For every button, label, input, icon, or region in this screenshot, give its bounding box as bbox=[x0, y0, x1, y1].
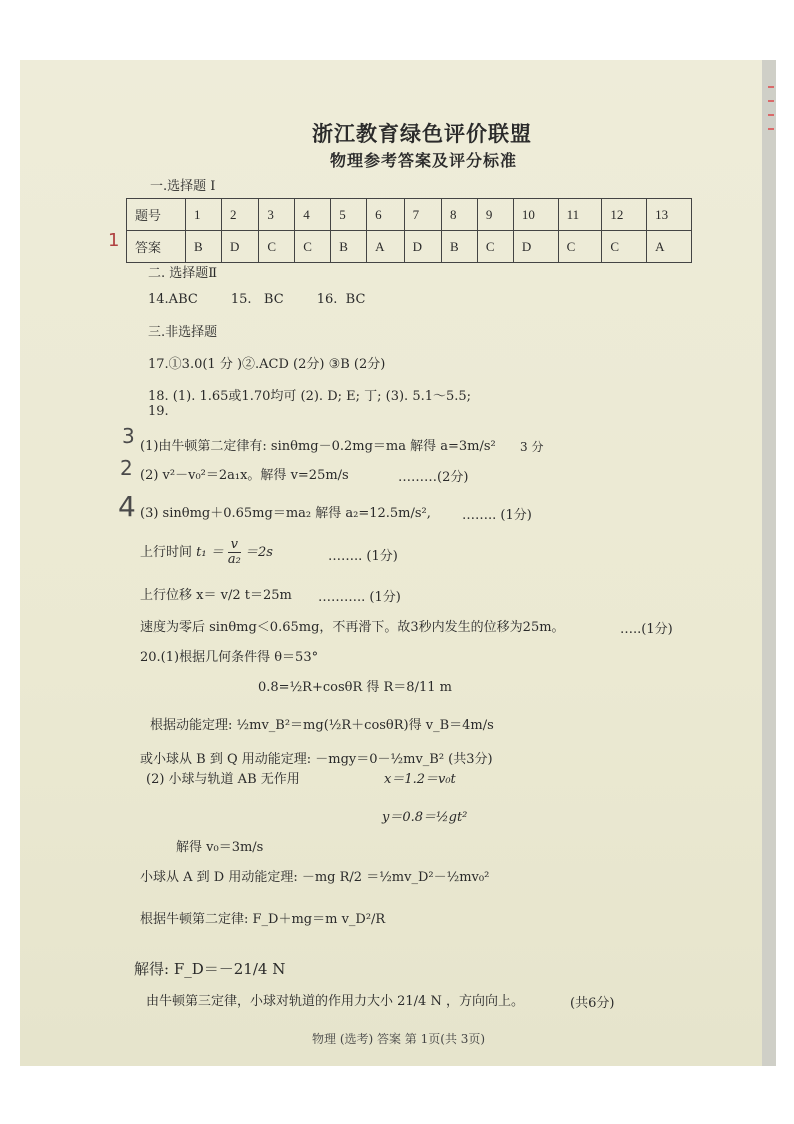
table-cell: B bbox=[186, 231, 222, 263]
table-row-answers bbox=[127, 231, 692, 263]
q20-newton: 根据牛顿第二定律: F_D＋mg＝m v_D²/R bbox=[140, 912, 386, 927]
page-edge-strip bbox=[762, 60, 776, 1066]
fraction-numerator: v bbox=[228, 538, 241, 553]
page-footer: 物理 (选考) 答案 第 1页(共 3页) bbox=[312, 1032, 486, 1046]
q19-conclusion-score: …..(1分) bbox=[620, 622, 673, 637]
margin-mark: 2 bbox=[120, 456, 133, 480]
margin-mark: 4 bbox=[118, 490, 136, 523]
q20-y-eq: y＝0.8＝½gt² bbox=[382, 810, 468, 825]
q18-answer: 18. (1). 1.65或1.70均可 (2). D; E; 丁; (3). 5.1～5.5; bbox=[148, 389, 472, 404]
row-label: 题号 bbox=[127, 199, 186, 231]
row-label: 答案 bbox=[127, 231, 186, 263]
q19-time-lhs: t₁ ＝ bbox=[196, 545, 224, 560]
table-cell: D bbox=[221, 231, 258, 263]
q19-part2: (2) v²－v₀²＝2a₁x。解得 v=25m/s bbox=[140, 468, 349, 483]
q19-part3-score: …….. (1分) bbox=[462, 508, 532, 523]
q20-v0: 解得 v₀＝3m/s bbox=[176, 840, 264, 855]
q19-time bbox=[140, 538, 273, 567]
table-cell: 3 bbox=[259, 199, 295, 231]
q19-label: 19. bbox=[148, 404, 169, 419]
page-subtitle: 物理参考答案及评分标准 bbox=[330, 151, 518, 170]
q20-final: 由牛顿第三定律，小球对轨道的作用力大小 21/4 N ，方向向上。 bbox=[146, 994, 524, 1009]
q19-part1-score: 3 分 bbox=[520, 440, 544, 454]
fraction-denominator: a₂ bbox=[227, 552, 241, 567]
table-cell: 9 bbox=[477, 199, 513, 231]
margin-mark: 3 bbox=[122, 424, 135, 448]
table-cell: B bbox=[441, 231, 477, 263]
q19-conclusion: 速度为零后 sinθmg＜0.65mg，不再滑下。故3秒内发生的位移为25m。 bbox=[140, 620, 565, 635]
q20-x-eq: x＝1.2＝v₀t bbox=[384, 772, 456, 787]
page-title: 浙江教育绿色评价联盟 bbox=[312, 121, 532, 146]
q19-part3: (3) sinθmg＋0.65mg＝ma₂ 解得 a₂=12.5m/s², bbox=[140, 506, 431, 521]
edge-mark bbox=[768, 114, 774, 116]
table-cell: 5 bbox=[331, 199, 367, 231]
q19-time-label: 上行时间 bbox=[140, 545, 193, 560]
edge-mark bbox=[768, 128, 774, 130]
table-cell: C bbox=[477, 231, 513, 263]
q20-final-score: (共6分) bbox=[570, 996, 615, 1011]
table-cell: B bbox=[331, 231, 367, 263]
q19-part2-score: ………(2分) bbox=[398, 470, 469, 485]
q19-part1: (1)由牛顿第二定律有: sinθmg－0.2mg＝ma 解得 a=3m/s² bbox=[140, 439, 496, 454]
edge-mark bbox=[768, 86, 774, 88]
q19-displacement: 上行位移 x＝ v/2 t＝25m bbox=[140, 588, 292, 603]
table-cell: 7 bbox=[404, 199, 441, 231]
table-cell: A bbox=[367, 231, 404, 263]
table-cell: 6 bbox=[367, 199, 404, 231]
q19-time-rhs: ＝2s bbox=[244, 545, 273, 560]
table-cell: 11 bbox=[558, 199, 602, 231]
table-cell: 1 bbox=[186, 199, 222, 231]
table-cell: 12 bbox=[602, 199, 647, 231]
q20-fd: 解得: F_D＝－21/4 N bbox=[134, 960, 286, 978]
q17-answer: 17.①3.0(1 分 )②.ACD (2分) ③B (2分) bbox=[148, 357, 386, 372]
table-cell: 10 bbox=[513, 199, 558, 231]
table-cell: 13 bbox=[647, 199, 692, 231]
q19-time-score: …….. (1分) bbox=[328, 549, 398, 564]
table-cell: C bbox=[259, 231, 295, 263]
q20-part2: (2) 小球与轨道 AB 无作用 bbox=[146, 772, 300, 787]
edge-mark bbox=[768, 100, 774, 102]
margin-mark: 1 bbox=[108, 230, 120, 251]
q20-eq2: 根据动能定理: ½mv_B²＝mg(½R＋cosθR)得 v_B＝4m/s bbox=[150, 718, 494, 733]
fraction bbox=[228, 538, 241, 567]
q20-energy-ad: 小球从 A 到 D 用动能定理: －mg R/2 ＝½mv_D²－½mv₀² bbox=[140, 870, 490, 885]
section3-heading: 三.非选择题 bbox=[148, 325, 218, 340]
q20-eq3: 或小球从 B 到 Q 用动能定理: －mgy＝0－½mv_B² (共3分) bbox=[140, 752, 493, 767]
table-row-numbers bbox=[127, 199, 692, 231]
table-cell: 2 bbox=[221, 199, 258, 231]
table-cell: C bbox=[558, 231, 602, 263]
table-cell: C bbox=[295, 231, 331, 263]
q20-part1: 20.(1)根据几何条件得 θ＝53° bbox=[140, 650, 319, 665]
table-cell: C bbox=[602, 231, 647, 263]
answer-table bbox=[126, 198, 692, 263]
q20-eq1: 0.8=½R+cosθR 得 R＝8/11 m bbox=[258, 680, 452, 695]
section2-heading: 二. 选择题Ⅱ bbox=[148, 266, 218, 281]
table-cell: A bbox=[647, 231, 692, 263]
q19-displacement-score: ……….. (1分) bbox=[318, 590, 401, 605]
table-cell: D bbox=[513, 231, 558, 263]
table-cell: 4 bbox=[295, 199, 331, 231]
table-cell: 8 bbox=[441, 199, 477, 231]
table-cell: D bbox=[404, 231, 441, 263]
section1-heading: 一.选择题 I bbox=[150, 179, 216, 194]
section2-answers: 14.ABC 15. BC 16. BC bbox=[148, 292, 366, 307]
